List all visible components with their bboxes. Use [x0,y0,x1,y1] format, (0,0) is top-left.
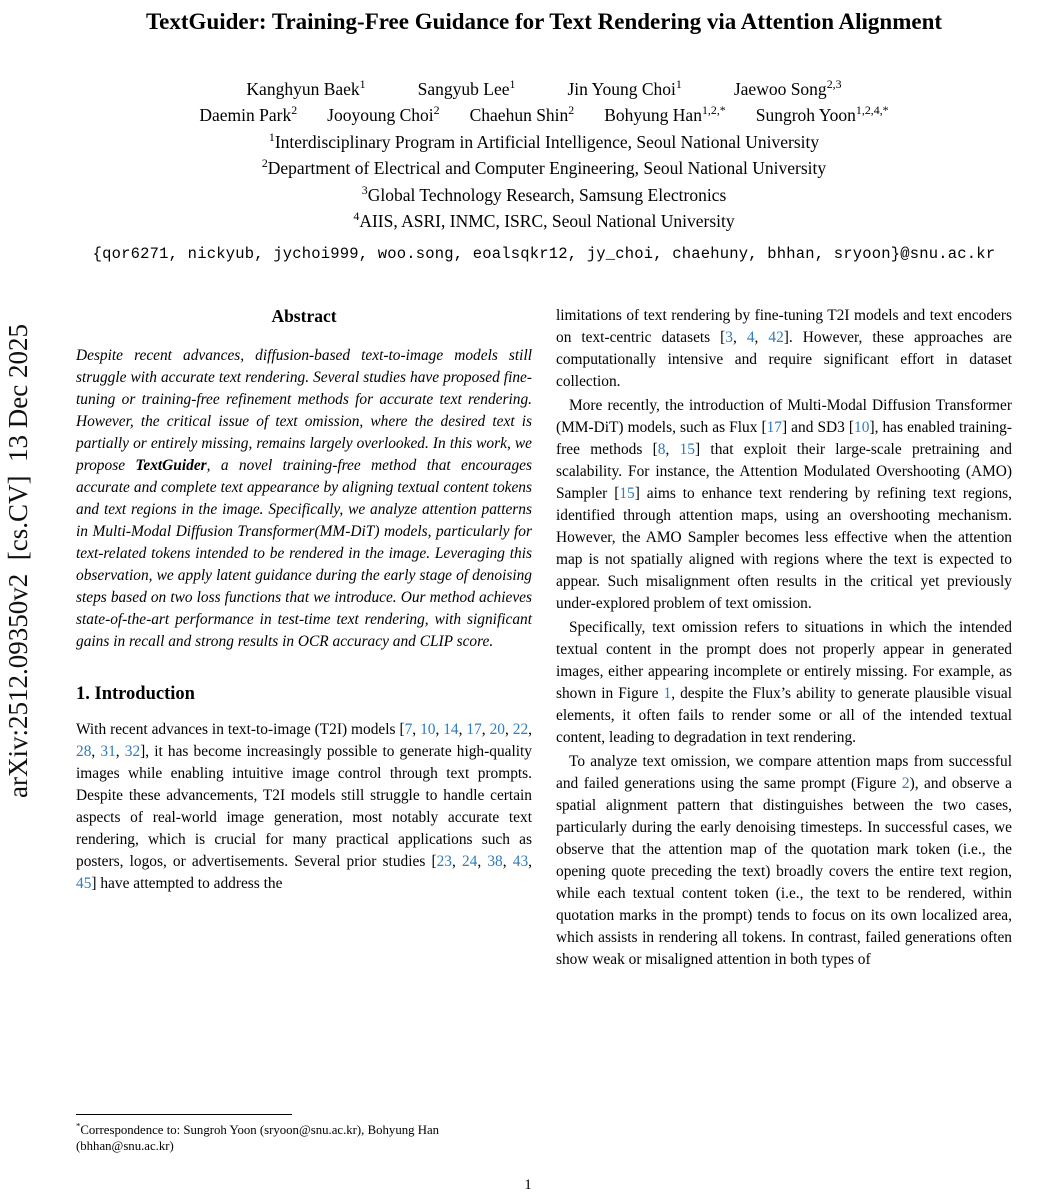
author-block [76,76,1012,129]
citation-link[interactable]: 42 [768,328,784,346]
citation-link[interactable]: 45 [76,874,92,892]
author [756,102,889,129]
affil-sup: 3 [361,182,368,197]
citation-link[interactable]: 4 [746,328,755,346]
affil-text: Department of Electrical and Computer Engineering, Seoul National University [267,158,827,179]
author [470,102,575,129]
author-name: Sungroh Yoon [755,105,856,126]
author [567,76,681,103]
author-affil-sup: 1,2,* [701,103,726,118]
citation-link[interactable]: 20 [489,720,505,738]
citation-link[interactable]: 7 [404,720,413,738]
affil-text: AIIS, ASRI, INMC, ISRC, Seoul National University [359,211,735,232]
citation-link[interactable]: 31 [100,742,116,760]
author [418,76,516,103]
author [604,102,725,129]
author [246,76,365,103]
author-affil-sup: 2 [568,103,575,118]
affiliation-line [76,129,1012,156]
author [327,102,439,129]
superscript-marker: * [76,1120,81,1131]
author [734,76,842,103]
citation-link[interactable]: 17 [466,720,482,738]
author-affil-sup: 2 [433,103,440,118]
author-name: Daemin Park [199,105,292,126]
author-affil-sup: 1,2,4,* [855,103,889,118]
body-paragraph: More recently, the introduction of Multi-Modal Diffusion Transformer (MM-DiT) models, such as Flux [17] and SD3 [10], has enabled training-free methods [8, 15] that exploit their large-scale pretraining and scalability. For instance, the Attention Modulated Overshooting (AMO) Sampler [15] aims to enhance text rendering by refining text regions, identified through attention maps, using an overshooting mechanism. However, the AMO Sampler becomes less effective when the attention map is not spatially aligned with regions where the text is expected to appear. Such misalignment often results in the critical yet previously under-explored problem of text omission. [556,396,1012,612]
author-name: Jaewoo Song [733,78,827,99]
citation-link[interactable]: 2 [901,774,910,792]
citation-link[interactable]: 10 [854,418,870,436]
author-affil-sup: 1 [675,76,682,91]
footnote-text: *Correspondence to: Sungroh Yoon (sryoon@snu.ac.kr), Bohyung Han (bhhan@snu.ac.kr) [76,1120,440,1153]
abstract-text: Despite recent advances, diffusion-based text-to-image models still struggle with accurate text rendering. Several studies have proposed fine-tuning or training-free refinement methods for accurate text rendering. However, the critical issue of text omission, where the desired text is partially or entirely missing, remains largely overlooked. In this work, we propose TextGuider, a novel training-free method that encourages accurate and complete text appearance by aligning textual content tokens and text regions in the image. Specifically, we analyze attention patterns in Multi-Modal Diffusion Transformer(MM-DiT) models, particularly for text-related tokens intended to be rendered in the image. Leveraging this observation, we apply latent guidance during the early stage of denoising steps based on two loss functions that we introduce. Our method achieves state-of-the-art performance in test-time text rendering, with significant gains in recall and strong results in OCR accuracy and CLIP score. [76,346,532,650]
affiliation-line [76,182,1012,209]
two-column-body [76,305,1012,973]
citation-link[interactable]: 15 [679,440,695,458]
author-line-2 [76,102,1012,129]
author-name: Kanghyun Baek [246,78,360,99]
affil-sup: 2 [261,156,268,171]
citation-link[interactable]: 15 [619,484,635,502]
citation-link[interactable]: 28 [76,742,92,760]
author-affil-sup: 2 [291,103,298,118]
left-column [76,305,532,973]
abstract-heading: Abstract [271,305,337,326]
affiliation-line [76,155,1012,182]
affil-text: Global Technology Research, Samsung Electronics [367,184,727,205]
page-number: 1 [524,1177,532,1193]
affil-sup: 1 [268,129,275,144]
citation-link[interactable]: 38 [487,852,503,870]
paper-title: TextGuider: Training-Free Guidance for Text Rendering via Attention Alignment [145,9,943,34]
citation-link[interactable]: 43 [512,852,529,870]
author-line-1 [76,76,1012,103]
affil-sup: 4 [353,209,360,224]
citation-link[interactable]: 1 [663,684,672,702]
body-paragraph: Specifically, text omission refers to situations in which the intended textual content in the prompt does not properly appear in generated images, either appearing incomplete or entirely missing. For example, as shown in Figure 1, despite the Flux’s ability to generate plausible visual elements, it often fails to render some or all of the intended textual content, leading to degradation in text rendering. [556,618,1013,746]
section-heading-introduction: 1. Introduction [76,683,195,704]
citation-link[interactable]: 8 [657,440,666,458]
author-name: Bohyung Han [604,105,702,126]
footnote-rule [76,1114,292,1115]
citation-link[interactable]: 23 [436,852,452,870]
email-line: {qor6271, nickyub, jychoi999, woo.song, eoalsqkr12, jy_choi, chaehuny, bhhan, sryoon}@snu.ac.kr [92,244,996,263]
citation-link[interactable]: 10 [420,720,436,738]
citation-link[interactable]: 14 [443,720,459,738]
affil-text: Interdisciplinary Program in Artificial Intelligence, Seoul National University [274,131,820,152]
author-affil-sup: 1 [359,76,366,91]
author-name: Sangyub Lee [417,78,510,99]
citation-link[interactable]: 17 [766,418,782,436]
affiliation-block [76,129,1012,235]
body-paragraph: To analyze text omission, we compare attention maps from successful and failed generations using the same prompt (Figure 2), and observe a spatial alignment pattern that distinguishes between the two cases, particularly during the early denoising timesteps. In successful cases, we observe that the attention map of the quotation mark token (i.e., the opening quote preceding the text) broadly covers the entire text region, while each textual content token (i.e., the text to be rendered, within quotation marks in the prompt) tends to focus on its own localized area, which assists in rendering all tokens. In contrast, failed generations often show weak or misaligned attention in both types of [556,752,1012,968]
citation-link[interactable]: 32 [124,742,141,760]
author-name: Chaehun Shin [469,105,569,126]
citation-link[interactable]: 22 [512,720,529,738]
body-paragraph: limitations of text rendering by fine-tuning T2I models and text encoders on text-centric datasets [3, 4, 42]. However, these approaches are computationally intensive and require significant effort in dataset collection. [556,306,1012,390]
author-name: Jooyoung Choi [327,105,434,126]
right-column [556,305,1012,973]
author-affil-sup: 2,3 [826,76,842,91]
intro-paragraph: With recent advances in text-to-image (T2I) models [7, 10, 14, 17, 20, 22, 28, 31, 32], it has become increasingly possible to generate high-quality images while enabling intuitive image control through text prompts. Despite these advancements, T2I models still struggle to handle certain aspects of real-world image generation, most notably accurate text rendering, which is crucial for many practical applications such as posters, logos, or advertisements. Several prior studies [23, 24, 38, 43, 45] have attempted to address the [76,720,533,892]
author [199,102,297,129]
citation-link[interactable]: 3 [725,328,733,346]
correspondence-footnote [76,1114,532,1154]
author-name: Jin Young Choi [567,78,676,99]
affiliation-line [76,208,1012,235]
author-affil-sup: 1 [509,76,516,91]
arxiv-watermark: arXiv:2512.09350v2 [cs.CV] 13 Dec 2025 [3,324,33,798]
emphasis-text: TextGuider [135,456,207,474]
citation-link[interactable]: 24 [461,852,478,870]
